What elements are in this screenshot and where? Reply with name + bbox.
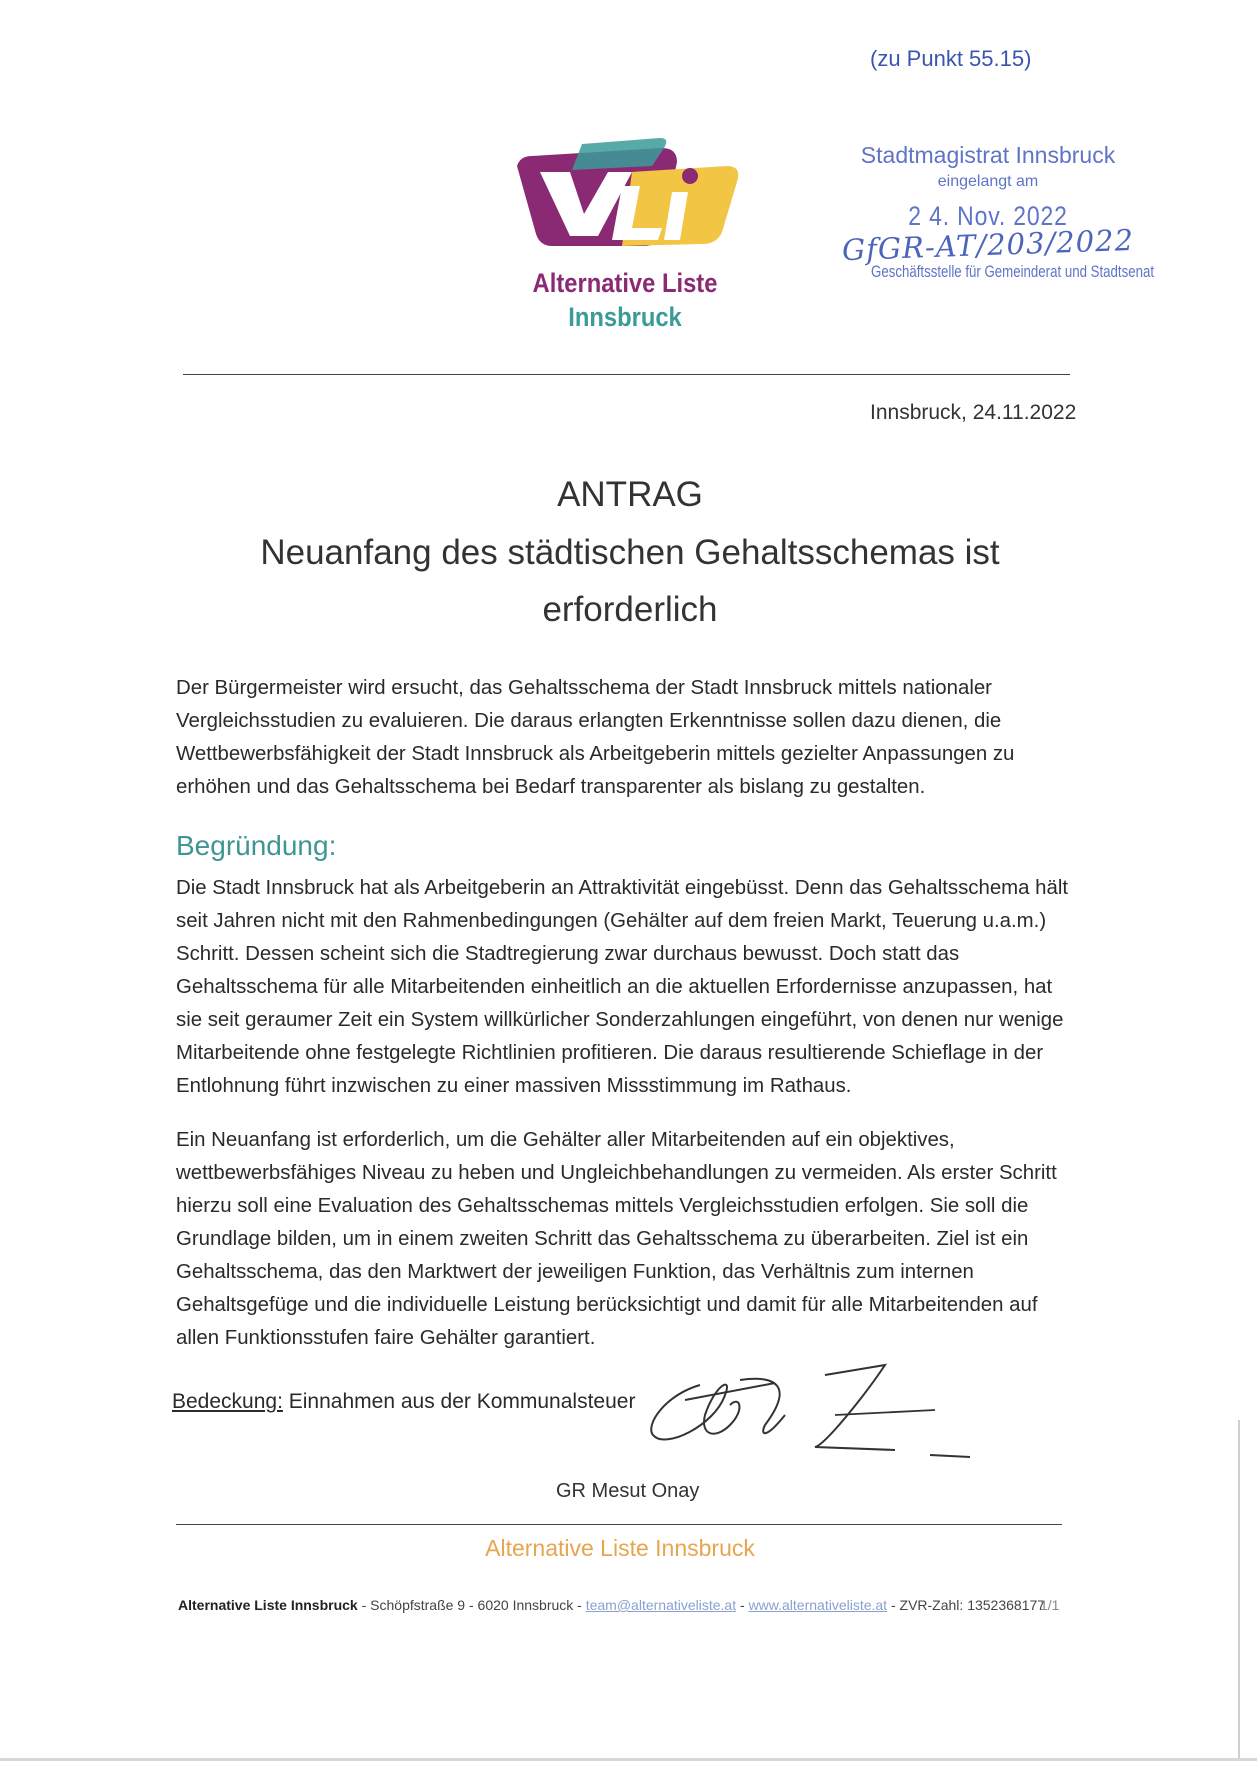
footer-org-bold: Alternative Liste Innsbruck	[178, 1597, 358, 1613]
motion-title-line2: erforderlich	[542, 590, 718, 629]
footer-website-link[interactable]: www.alternativeliste.at	[748, 1597, 888, 1613]
stamp-title: Stadtmagistrat Innsbruck	[860, 142, 1116, 168]
place-date: Innsbruck, 24.11.2022	[870, 401, 1077, 424]
signature-icon	[645, 1355, 985, 1475]
request-paragraph: Der Bürgermeister wird ersucht, das Gehaltsschema der Stadt Innsbruck mittels nationaler Vergleichsstudien zu evaluieren. Die daraus erlangten Erkenntnisse sollen dazu dienen, die Wettbewerbsfähigkeit der Stadt Innsbruck als Arbeitgeberin mittels gezielter Anpassungen zu erhöhen und das Gehaltsschema bei Bedarf transparenter als bislang zu gestalten.	[176, 677, 1015, 798]
scan-bottom-edge	[0, 1758, 1257, 1761]
receipt-stamp	[838, 142, 1155, 282]
coverage-text: Einnahmen aus der Kommunalsteuer	[282, 1390, 636, 1413]
footer-email-link[interactable]: team@alternativeliste.at	[585, 1597, 737, 1613]
logo-name: Alternative Liste	[532, 268, 718, 298]
coverage-label: Bedeckung:	[172, 1390, 283, 1413]
page-number: 1/1	[1040, 1597, 1060, 1613]
agenda-note: (zu Punkt 55.15)	[870, 46, 1032, 71]
reasoning-heading: Begründung:	[176, 830, 337, 861]
scan-edge	[1238, 1420, 1240, 1760]
reasoning-paragraph-2: Ein Neuanfang ist erforderlich, um die Gehälter aller Mitarbeitenden auf ein objektives, wettbewerbsfähiges Niveau zu heben und Ungleichbehandlungen zu vermeiden. Als erster Schritt hierzu soll eine Evaluation des Gehaltsschemas mittels Vergleichsstudien erfolgen. Sie soll die Grundlage bilden, um in einem zweiten Schritt das Gehaltsschema zu überarbeiten. Ziel ist ein Gehaltsschema, das den Marktwert der jeweiligen Funktion, das Verhältnis zum internen Gehaltsgefüge und die individuelle Leistung berücksichtigt und damit für alle Mitarbeitenden auf allen Funktionsstufen faire Gehälter garantiert.	[176, 1129, 1057, 1349]
coverage-line	[172, 1390, 635, 1414]
footer-zvr: - ZVR-Zahl: 1352368177	[887, 1597, 1046, 1613]
logo-city: Innsbruck	[568, 302, 682, 332]
stamp-office: Geschäftsstelle für Gemeinderat und Stadtsenat	[871, 262, 1155, 281]
stamp-reference: GfGR-AT/203/2022	[841, 222, 1135, 268]
signer-name: GR Mesut Onay	[556, 1480, 700, 1502]
header-divider	[183, 374, 1070, 375]
motion-type: ANTRAG	[557, 475, 703, 514]
stamp-subtitle: eingelangt am	[937, 173, 1039, 190]
footer-address: - Schöpfstraße 9 - 6020 Innsbruck -	[357, 1597, 586, 1613]
footer-divider	[176, 1524, 1062, 1525]
motion-title-line1: Neuanfang des städtischen Gehaltsschemas ist	[260, 533, 1000, 572]
stamp-date: 2 4. Nov. 2022	[908, 201, 1068, 231]
footer-contact	[178, 1597, 1068, 1613]
footer-separator: -	[736, 1597, 749, 1613]
footer-org-name: Alternative Liste Innsbruck	[485, 1535, 755, 1561]
reasoning-paragraph-1: Die Stadt Innsbruck hat als Arbeitgeberin an Attraktivität eingebüsst. Denn das Gehaltsschema hält seit Jahren nicht mit den Rahmenbedingungen (Gehälter auf dem freien Markt, Teuerung u.a.m.) Schritt. Dessen scheint sich die Stadtregierung zwar durchaus bewusst. Doch statt das Gehaltsschema für alle Mitarbeitenden einheitlich an die aktuellen Erfordernisse anzupassen, hat sie seit geraumer Zeit ein System willkürlicher Sonderzahlungen eingeführt, von denen nur wenige Mitarbeitende ohne festgelegte Richtlinien profitieren. Die daraus resultierende Schieflage in der Entlohnung führt inzwischen zu einer massiven Missstimmung im Rathaus.	[176, 877, 1069, 1097]
